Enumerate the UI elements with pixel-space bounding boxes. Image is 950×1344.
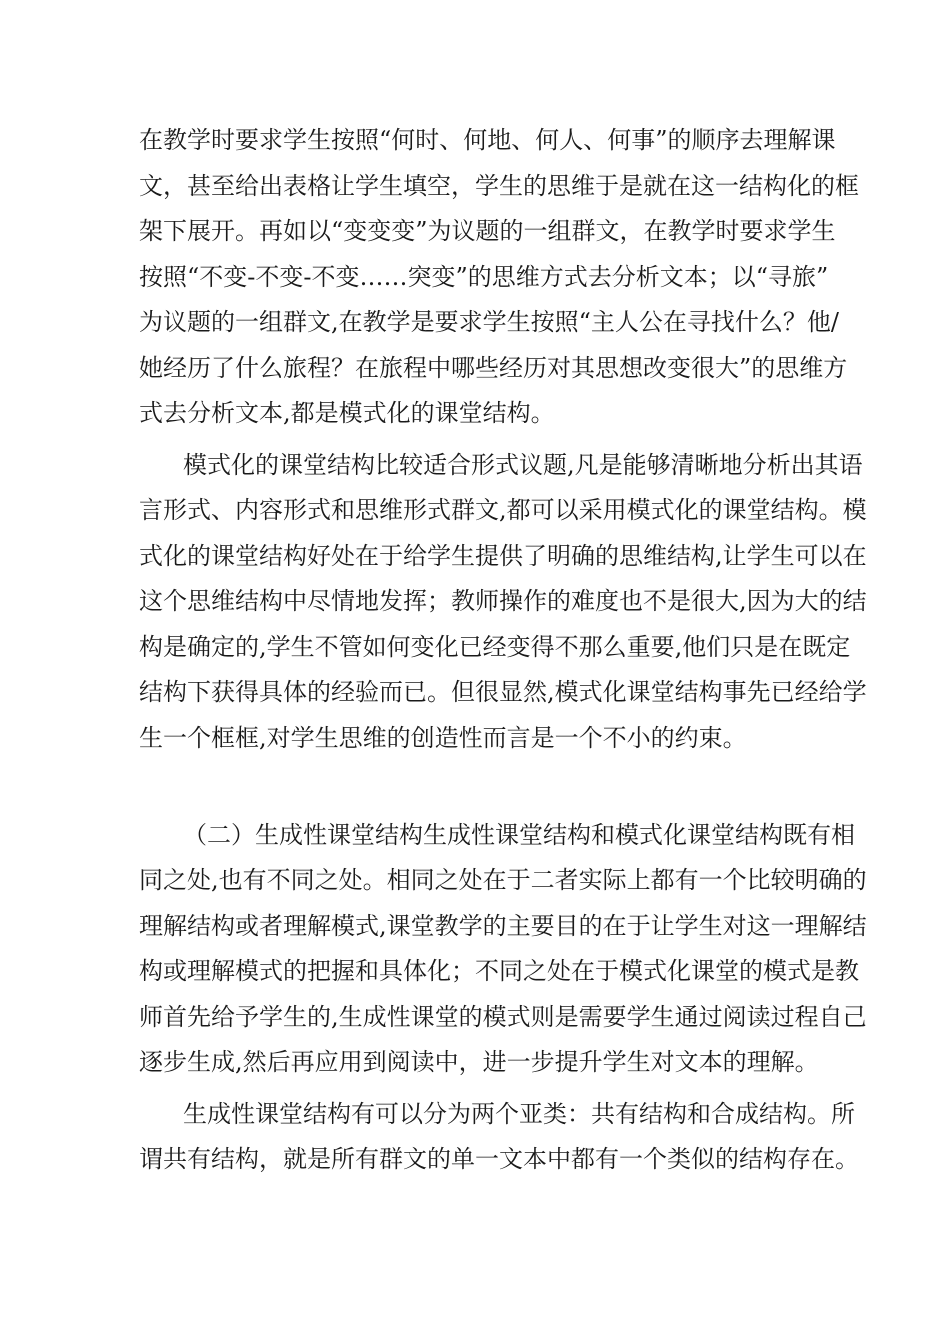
paragraph-3 bbox=[139, 813, 867, 1086]
text-line: 言形式、内容形式和思维形式群文,都可以采用模式化的课堂结构。模 bbox=[139, 496, 867, 524]
text-line: 为议题的一组群文,在教学是要求学生按照“主人公在寻找什么？他/ bbox=[139, 308, 839, 336]
text-line: （二）生成性课堂结构生成性课堂结构和模式化课堂结构既有相 bbox=[183, 820, 855, 849]
text-line: 在教学时要求学生按照“何时、何地、何人、何事”的顺序去理解课 bbox=[139, 126, 836, 154]
text-line: 逐步生成,然后再应用到阅读中，进一步提升学生对文本的理解。 bbox=[139, 1048, 819, 1076]
text-line: 构或理解模式的把握和具体化；不同之处在于模式化课堂的模式是教 bbox=[139, 957, 859, 985]
body-text bbox=[139, 118, 867, 1183]
text-line: 谓共有结构，就是所有群文的单一文本中都有一个类似的结构存在。 bbox=[139, 1145, 859, 1173]
text-line: 生成性课堂结构有可以分为两个亚类：共有结构和合成结构。所 bbox=[183, 1099, 855, 1128]
paragraph-4 bbox=[139, 1092, 859, 1183]
text-line: 按照“不变-不变-不变……突变”的思维方式去分析文本；以“寻旅” bbox=[139, 262, 829, 291]
text-line: 文，甚至给出表格让学生填空，学生的思维于是就在这一结构化的框 bbox=[139, 171, 859, 200]
text-line: 架下展开。再如以“变变变”为议题的一组群文，在教学时要求学生 bbox=[139, 217, 836, 245]
text-line: 结构下获得具体的经验而已。但很显然,模式化课堂结构事先已经给学 bbox=[139, 678, 867, 706]
paragraph-1 bbox=[139, 118, 859, 437]
text-line: 她经历了什么旅程？在旅程中哪些经历对其思想改变很大”的思维方 bbox=[139, 353, 848, 382]
text-line: 理解结构或者理解模式,课堂教学的主要目的在于让学生对这一理解结 bbox=[139, 911, 867, 940]
text-line: 师首先给予学生的,生成性课堂的模式则是需要学生通过阅读过程自己 bbox=[139, 1002, 867, 1031]
text-line: 式去分析文本,都是模式化的课堂结构。 bbox=[139, 399, 555, 427]
text-line: 式化的课堂结构好处在于给学生提供了明确的思维结构,让学生可以在 bbox=[139, 541, 867, 570]
text-line: 生一个框框,对学生思维的创造性而言是一个不小的约束。 bbox=[139, 723, 747, 752]
text-line bbox=[139, 761, 829, 807]
text-line: 同之处,也有不同之处。相同之处在于二者实际上都有一个比较明确的 bbox=[139, 866, 867, 894]
paragraph-2 bbox=[139, 443, 867, 807]
text-line: 模式化的课堂结构比较适合形式议题,凡是能够清晰地分析出其语 bbox=[183, 450, 863, 479]
text-line: 这个思维结构中尽情地发挥；教师操作的难度也不是很大,因为大的结 bbox=[139, 587, 867, 615]
text-line: 构是确定的,学生不管如何变化已经变得不那么重要,他们只是在既定 bbox=[139, 632, 851, 661]
